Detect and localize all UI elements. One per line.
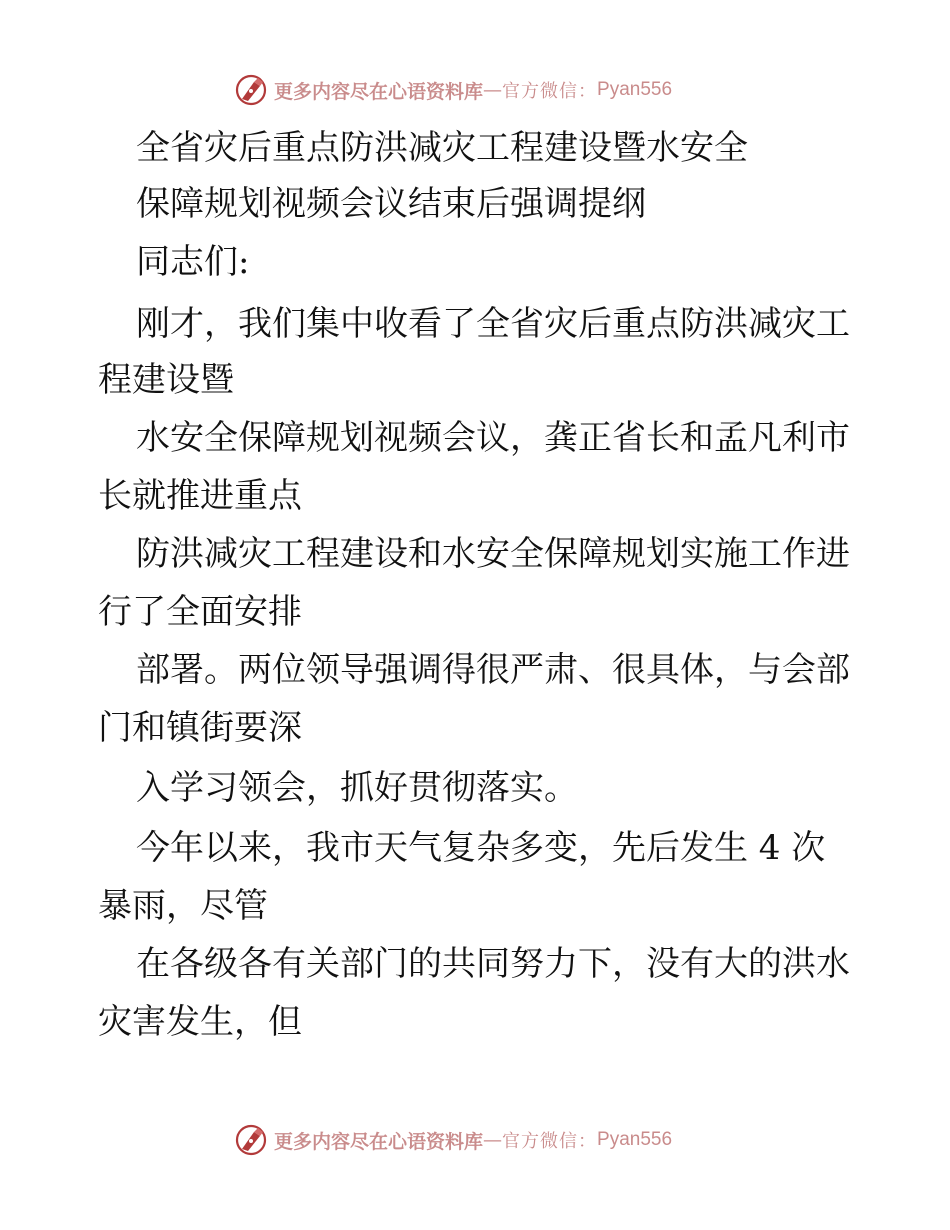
paragraph-line: 暴雨，尽管 — [98, 886, 268, 926]
paragraph-line: 行了全面安排 — [98, 592, 302, 632]
title-line-2: 保障规划视频会议结束后强调提纲 — [136, 184, 646, 224]
paragraph-line: 部署。两位领导强调得很严肃、很具体，与会部 — [136, 650, 850, 690]
watermark-wechat-id: Pyan556 — [597, 1129, 673, 1150]
paragraph-line: 长就推进重点 — [98, 476, 302, 516]
salutation: 同志们: — [136, 242, 250, 282]
watermark-wechat-id: Pyan556 — [597, 79, 673, 100]
paragraph-line: 门和镇街要深 — [98, 708, 302, 748]
watermark-suffix: 官方微信： — [502, 81, 598, 102]
paragraph-line: 今年以来，我市天气复杂多变，先后发生 4 次 — [136, 828, 826, 868]
paragraph-line: 程建设暨 — [98, 360, 234, 400]
header-watermark — [234, 72, 672, 108]
title-line-1: 全省灾后重点防洪减灾工程建设暨水安全 — [136, 128, 748, 168]
paragraph-line: 刚才，我们集中收看了全省灾后重点防洪减灾工 — [136, 304, 850, 344]
paragraph-line: 水安全保障规划视频会议，龚正省长和孟凡利市 — [136, 418, 850, 458]
watermark-main-text: 更多内容尽在心语资料库 — [274, 80, 484, 103]
watermark-separator: — — [483, 1129, 503, 1151]
pen-nib-seal-icon — [234, 1123, 268, 1157]
pen-nib-seal-icon — [234, 73, 268, 107]
watermark-main-text: 更多内容尽在心语资料库 — [274, 1130, 484, 1153]
footer-watermark — [234, 1122, 672, 1158]
watermark-suffix: 官方微信： — [502, 1131, 598, 1152]
paragraph-line: 防洪减灾工程建设和水安全保障规划实施工作进 — [136, 534, 850, 574]
watermark-separator: — — [483, 79, 503, 101]
paragraph-line: 在各级各有关部门的共同努力下，没有大的洪水 — [136, 944, 850, 984]
paragraph-line: 灾害发生，但 — [98, 1002, 302, 1042]
paragraph-line: 入学习领会，抓好贯彻落实。 — [136, 768, 578, 808]
